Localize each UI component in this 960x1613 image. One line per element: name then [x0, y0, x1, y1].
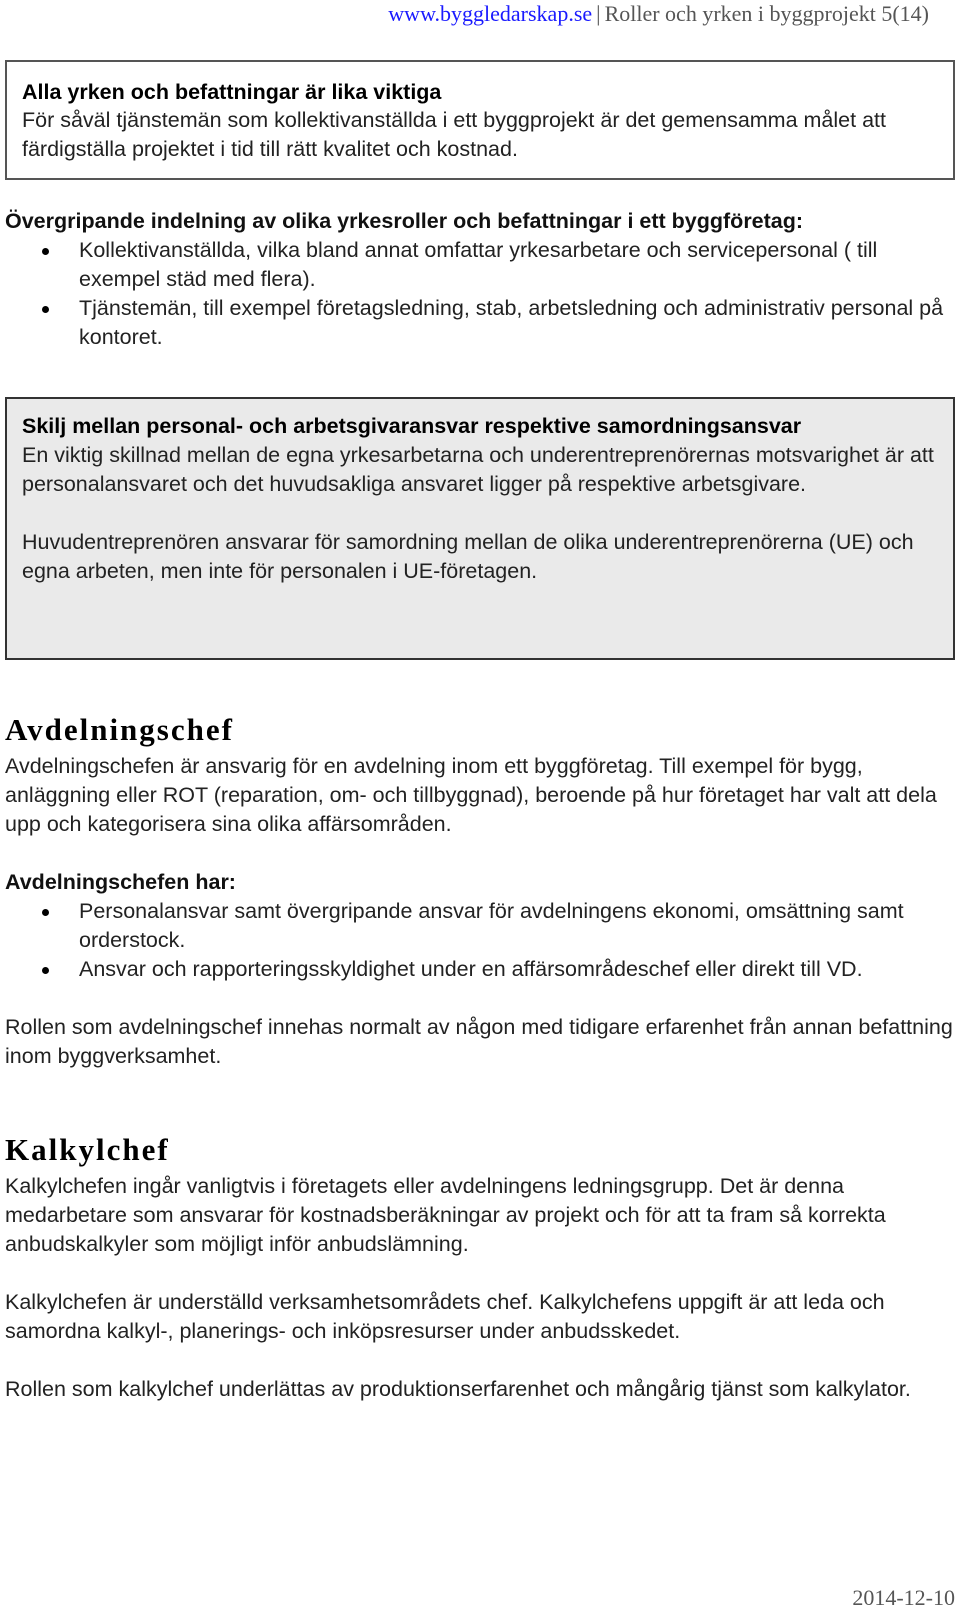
list-item: [5, 236, 955, 294]
bullet-icon: [42, 306, 49, 313]
info-box-paragraph: Huvudentreprenören ansvarar för samordning mellan de olika underentreprenörerna (UE) och egna arbeten, men inte för personalen i UE-företagen.: [22, 530, 914, 583]
intro-text: För såväl tjänstemän som kollektivanställda i ett byggprojekt är det gemensamma målet att färdigställa projektet i tid till rätt kvalitet och kostnad.: [22, 108, 886, 161]
section-title: Avdelningschef: [5, 712, 234, 747]
avdelningschef-section: [5, 712, 955, 1071]
section-paragraph: Avdelningschefen är ansvarig för en avdelning inom ett byggföretag. Till exempel för bygg, anläggning eller ROT (reparation, om- och tillbyggnad), beroende på hur företaget har valt att dela upp och kategorisera sina olika affärsområden.: [5, 754, 937, 836]
document-title: Roller och yrken i byggprojekt 5(14): [604, 1, 929, 26]
overview-section: [5, 206, 955, 352]
intro-box: [5, 60, 955, 180]
overview-list: [5, 236, 955, 352]
responsibility-info-box: [5, 397, 955, 660]
section-subheading: Avdelningschefen har:: [5, 870, 236, 894]
list-item: [5, 955, 955, 984]
page-date: 2014-12-10: [852, 1585, 955, 1610]
header-separator: |: [596, 1, 601, 26]
list-item-text: Kollektivanställda, vilka bland annat omfattar yrkesarbetare och servicepersonal ( till exempel städ med flera).: [79, 238, 878, 291]
list-item-text: Tjänstemän, till exempel företagsledning, stab, arbetsledning och administrativ personal på kontoret.: [79, 296, 944, 349]
bullet-icon: [42, 248, 49, 255]
bullet-icon: [42, 909, 49, 916]
section-title: Kalkylchef: [5, 1132, 170, 1167]
list-item: [5, 294, 955, 352]
info-box-heading: Skilj mellan personal- och arbetsgivaransvar respektive samordningsansvar: [22, 414, 802, 438]
kalkylchef-section: [5, 1132, 955, 1404]
site-link[interactable]: www.byggledarskap.se: [388, 1, 593, 26]
info-box-paragraph: En viktig skillnad mellan de egna yrkesarbetarna och underentreprenörernas motsvarighet är att personalansvaret och det huvudsakliga ansvaret ligger på respektive arbetsgivare.: [22, 443, 934, 496]
section-paragraph: Kalkylchefen ingår vanligtvis i företagets eller avdelningens ledningsgrupp. Det är denna medarbetare som ansvarar för kostnadsberäkningar av projekt och för att ta fram så korrekta anbudskalkyler som möjligt inför anbudslämning.: [5, 1174, 886, 1256]
bullet-icon: [42, 967, 49, 974]
list-item: [5, 897, 955, 955]
intro-heading: Alla yrken och befattningar är lika viktiga: [22, 80, 442, 104]
list-item-text: Personalansvar samt övergripande ansvar för avdelningens ekonomi, omsättning samt orderstock.: [79, 899, 904, 952]
list-item-text: Ansvar och rapporteringsskyldighet under en affärsområdeschef eller direkt till VD.: [79, 957, 863, 981]
section-paragraph: Kalkylchefen är underställd verksamhetsområdets chef. Kalkylchefens uppgift är att leda och samordna kalkyl-, planerings- och inköpsresurser under anbudsskedet.: [5, 1290, 885, 1343]
section-paragraph: Rollen som avdelningschef innehas normalt av någon med tidigare erfarenhet från annan befattning inom byggverksamhet.: [5, 1015, 953, 1068]
section-paragraph: Rollen som kalkylchef underlättas av produktionserfarenhet och mångårig tjänst som kalkylator.: [5, 1377, 911, 1401]
responsibility-list: [5, 897, 955, 984]
page-header: [388, 0, 929, 28]
overview-heading: Övergripande indelning av olika yrkesroller och befattningar i ett byggföretag:: [5, 209, 804, 233]
